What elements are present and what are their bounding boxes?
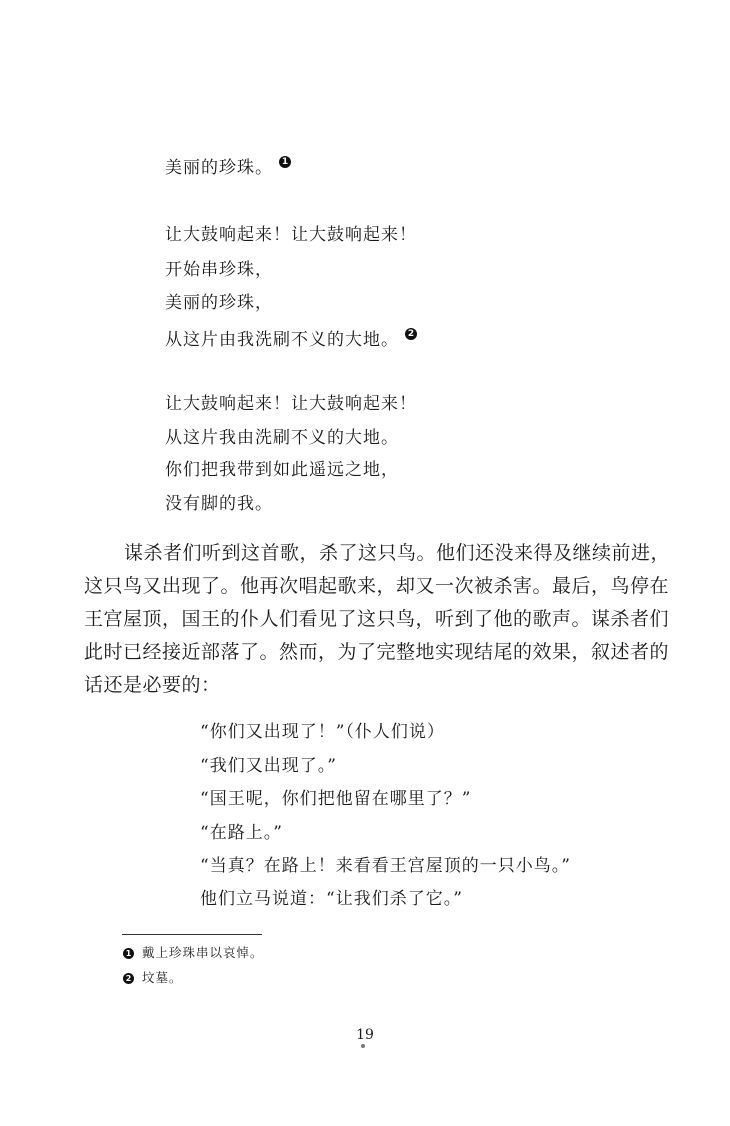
footnote-text: 戴上珍珠串以哀悼。 bbox=[142, 945, 264, 960]
footnote-ref-icon[interactable]: 1 bbox=[279, 156, 291, 168]
prose-line: 王宫屋顶，国王的仆人们看见了这只鸟，听到了他的歌声。谋杀者们 bbox=[84, 608, 670, 630]
poem-text: 美丽的珍珠。 bbox=[165, 158, 273, 178]
dialogue-line: “我们又出现了。” bbox=[200, 756, 337, 776]
dialogue-line: “国王呢，你们把他留在哪里了？” bbox=[200, 789, 472, 809]
prose-line: 谋杀者们听到这首歌，杀了这只鸟。他们还没来得及继续前进， bbox=[124, 542, 671, 564]
poem-line bbox=[165, 156, 291, 177]
footnote-number-icon: 1 bbox=[123, 948, 134, 959]
prose-line: 这只鸟又出现了。他再次唱起歌来，却又一次被杀害。最后，鸟停在 bbox=[84, 575, 670, 597]
poem-text: 从这片由我洗刷不义的大地。 bbox=[165, 330, 399, 350]
footnote-item bbox=[123, 947, 264, 960]
dialogue-line: “在路上。” bbox=[200, 823, 283, 843]
page-ornament-dot bbox=[361, 1044, 365, 1048]
poem-line: 让大鼓响起来！让大鼓响起来！ bbox=[165, 394, 417, 414]
poem-line: 开始串珍珠， bbox=[165, 260, 273, 280]
poem-line: 你们把我带到如此遥远之地， bbox=[165, 460, 399, 480]
poem-line: 让大鼓响起来！让大鼓响起来！ bbox=[165, 225, 417, 245]
footnote-number-icon: 2 bbox=[123, 973, 134, 984]
dialogue-line: “你们又出现了！”（仆人们说） bbox=[200, 722, 445, 742]
poem-line: 美丽的珍珠， bbox=[165, 293, 273, 313]
poem-line bbox=[165, 328, 417, 349]
poem-line: 从这片我由洗刷不义的大地。 bbox=[165, 428, 399, 448]
dialogue-line: 他们立马说道：“让我们杀了它。” bbox=[200, 889, 463, 909]
footnote-ref-icon[interactable]: 2 bbox=[405, 328, 417, 340]
footnote-item bbox=[123, 972, 183, 985]
footnote-divider bbox=[122, 934, 262, 935]
footnote-text: 坟墓。 bbox=[142, 970, 183, 985]
poem-line: 没有脚的我。 bbox=[165, 494, 273, 514]
page-number: 19 bbox=[356, 1027, 374, 1043]
dialogue-line: “当真？在路上！来看看王宫屋顶的一只小鸟。” bbox=[200, 856, 571, 876]
prose-line: 此时已经接近部落了。然而，为了完整地实现结尾的效果，叙述者的 bbox=[84, 641, 670, 663]
prose-line: 话还是必要的： bbox=[84, 674, 221, 696]
